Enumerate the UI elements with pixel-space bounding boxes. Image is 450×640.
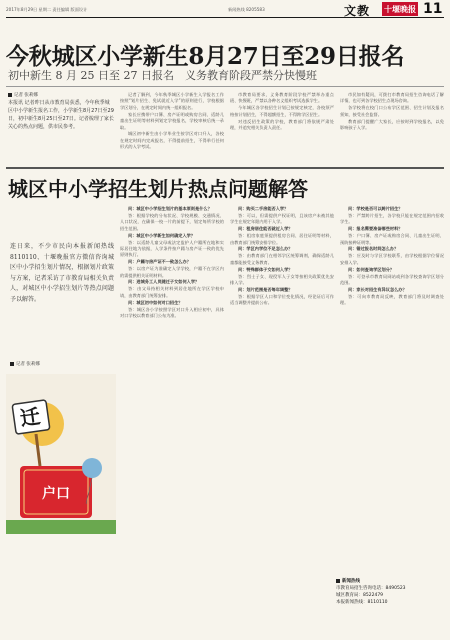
- section-name: 文教: [344, 4, 371, 18]
- paragraph: 对违反招生政策的学校，教育部门将依规严肃处理，并追究相关负责人责任。: [230, 118, 334, 131]
- question: 问：学校是否可以跨片招生？: [348, 206, 403, 211]
- paragraph: 城区初中新生由小学毕业生按学区对口升入，各校在规定时间内完成报名，不得提前招生，不得举行任何形式的入学考试。: [120, 131, 224, 150]
- news-hotline: 新闻热线 8205583: [228, 7, 265, 12]
- answer: 答：户口簿、房产证或购房合同、儿童出生证明、预防接种证明等。: [340, 233, 444, 245]
- question: 问：特殊群体子女如何入学？: [238, 266, 293, 272]
- article1-column-4: [340, 92, 444, 164]
- question: 问：城区中小学招生划片的基本原则是什么？: [128, 206, 212, 211]
- contact-title-row: [336, 578, 444, 585]
- masthead-bar: [6, 2, 444, 18]
- article2-byline: [10, 361, 40, 367]
- article2-column-4: [340, 206, 444, 574]
- question: 问：进城务工人员随迁子女如何入学？: [128, 279, 200, 285]
- answer: 答：可登录市教育局网站或到各学校查询学区划分范围。: [340, 273, 444, 285]
- question: 问：学区内学位不足怎么办？: [238, 246, 293, 252]
- issue-meta: 2017年8月29日 星期二 责任编辑 版面设计: [6, 7, 88, 12]
- article1-column-3: [230, 92, 334, 164]
- sign-text: 迁: [18, 403, 42, 431]
- page-number: 11: [423, 1, 443, 17]
- answer: 答：烈士子女、现役军人子女等按相关政策优先安排入学。: [230, 273, 334, 285]
- question: 问：错过报名时间怎么办？: [348, 246, 399, 252]
- byline-text: 记者 张莉娜: [16, 362, 40, 367]
- paragraph: 各学校将在校门口公布学区范围、招生计划及报名须知，接受社会监督。: [340, 105, 444, 117]
- paragraph: 市民如有疑问，可拨打市教育局招生咨询电话了解详情，也可到各学校招生点现场咨询。: [340, 92, 444, 104]
- article1-lead: 本报讯 记者昨日从市教育局获悉，今年秋季城区中小学新生报名工作，小学新生8月27日至29日，初中新生8月25日至27日。记者梳理了家长关心的热点问题，供市民参考。: [8, 100, 114, 130]
- balloon-icon: [82, 458, 102, 478]
- contact-square-icon: [336, 579, 340, 583]
- book-label: 户口: [42, 486, 70, 502]
- question: 问：如何查询学区划分？: [348, 266, 395, 272]
- answer: 答：租房家庭须提供租房合同、居住证明等材料，由教育部门统筹安排学位。: [230, 233, 334, 245]
- contact-title: 新闻热线: [342, 579, 360, 584]
- answer: 答：城区各小学按照学区对口升入相应初中，具体对口学校以教育部门公布为准。: [120, 306, 224, 318]
- answer: 答：可以，但需提供产权证明，且该房产未被其他学生在规定年限内用于入学。: [230, 212, 334, 225]
- question: 问：报名需要准备哪些材料？: [348, 226, 403, 232]
- paragraph: 教育部门提醒广大家长，应按时到学校报名，以免影响孩子入学。: [340, 118, 444, 131]
- paragraph: 家长应携带户口簿、房产证明或购房合同、适龄儿童出生证明等材料到划定学校报名，学校审核后统一录取。: [120, 111, 224, 130]
- answer: 答：以适龄儿童父母或法定监护人户籍所在地和实际居住地为依据，入学条件按户籍与房产证一致的优先原则执行。: [120, 239, 224, 258]
- article2-intro: 连日来，不少市民向本报新闻热线8110110、十堰晚报官方微信咨询城区中小学招生划片情况，根据划片政策与方案，记者采访了市教育局相关负责人，对城区中小学招生划片等热点问题予以解答。: [10, 243, 114, 303]
- contact-box: [336, 578, 444, 606]
- paragraph: 市教育局要求，义务教育阶段学校严禁举办重点班、快慢班，严禁以各种名义组织考试选拔学生。: [230, 92, 334, 104]
- question: 问：城区初中如何对口招生？: [128, 299, 183, 305]
- ground: [6, 520, 116, 534]
- article2-column-3: [230, 206, 334, 634]
- answer: 答：根据学区人口和学位变化情况，经论证后可作适当调整并提前公布。: [230, 293, 334, 306]
- question: 问：城区中小学新生如何确定入学？: [128, 232, 196, 238]
- answer: 答：由教育部门在相邻学区统筹调剂，确保适龄儿童都能接受义务教育。: [230, 253, 334, 265]
- question: 问：购买二手房能否入学？: [238, 206, 289, 211]
- household-register-illustration: [6, 374, 116, 534]
- paragraph: 记者了解到，今年秋季城区小学新生入学报名工作按照“划片招生、免试就近入学”的原则进行，学校根据学区划分，在规定时间内统一组织报名。: [120, 92, 224, 110]
- byline-square-icon: [8, 93, 12, 97]
- paragraph: 今年城区各学校招生计划已按规定核定，各校须严格按计划招生，不得超额招生，不得跨学区招生。: [230, 105, 334, 117]
- article1-headline: 今秋城区小学新生8月27日至29日报名: [6, 43, 405, 70]
- contact-line: 市教育局招生咨询电话：8490523: [336, 586, 406, 591]
- answer: 答：根据学校的分布状况、学校规模、交通情况、人口状况，在确保一校一片的前提下，划定每所学校的招生范围。: [120, 212, 224, 231]
- article1-column-2: [120, 92, 224, 164]
- divider: [6, 86, 444, 87]
- answer: 答：以房产证为准确定入学学校，户籍不在学区内的需提供相关证明材料。: [120, 266, 224, 278]
- question: 问：户籍与房产证不一致怎么办？: [128, 259, 191, 265]
- article2-headline: 城区中小学招生划片热点问题解答: [8, 177, 308, 201]
- article1-byline: [8, 92, 38, 98]
- article1-subhead: 初中新生 8 月 25 日至 27 日报名 义务教育阶段严禁分快慢班: [8, 69, 317, 82]
- contact-line: 城区教育局：8522479: [336, 593, 384, 598]
- byline-text: 记者 张莉娜: [14, 93, 38, 98]
- answer: 答：严禁跨片招生，各学校只能在规定范围内招收学生。: [340, 212, 444, 225]
- question: 问：划片范围是否每年调整？: [238, 286, 293, 292]
- article2-column-2: [120, 206, 224, 634]
- section-divider: [6, 167, 444, 169]
- question: 问：家长对招生有异议怎么办？: [348, 286, 407, 292]
- byline-square-icon: [10, 362, 14, 366]
- contact-line: 本报新闻热线：8110110: [336, 600, 388, 605]
- answer: 答：由父母持相关材料到居住地所在学区学校申请，由教育部门统筹安排。: [120, 286, 224, 298]
- question: 问：租房居住能否就近入学？: [238, 226, 293, 232]
- answer: 答：应及时与学区学校联系，由学校根据学位情况安排入学。: [340, 253, 444, 265]
- newspaper-logo: 十堰晚报: [384, 4, 416, 14]
- answer: 答：可向市教育局反映，教育部门将及时调查处理。: [340, 293, 444, 306]
